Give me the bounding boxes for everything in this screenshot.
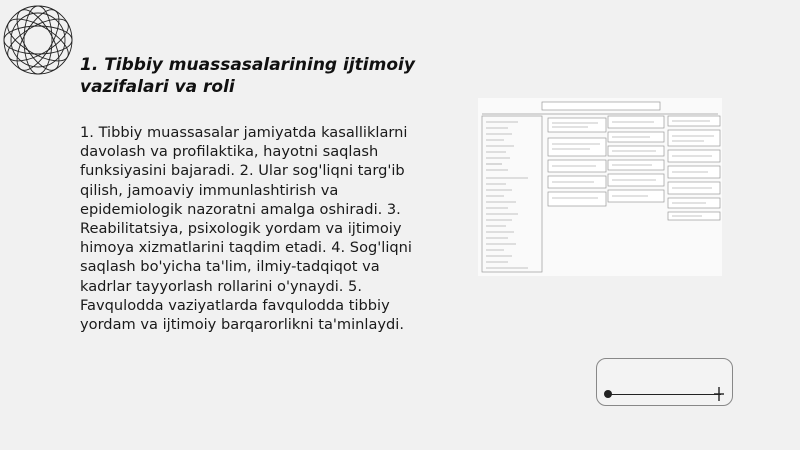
body-line: 1. Tibbiy muassasalar jamiyatda kasalliklarni	[80, 124, 408, 141]
body-line: saqlash bo'yicha ta'lim, ilmiy-tadqiqot va	[80, 258, 380, 276]
body-line: Reabilitatsiya, psixologik yordam va ijtimoiy	[80, 220, 402, 238]
body-line: yordam va ijtimoiy barqarorlikni ta'minlaydi.	[80, 316, 405, 334]
body-line: Favqulodda vaziyatlarda favqulodda tibbiy	[80, 296, 390, 314]
progress-track[interactable]	[609, 394, 721, 395]
body-line: himoya xizmatlarini taqdim etadi. 4. Sog'liqni	[80, 239, 412, 257]
org-chart-image	[478, 98, 722, 276]
slide-title	[80, 54, 440, 98]
body-line: funksiyasini bajaradi. 2. Ular sog'liqni targ'ib	[80, 162, 405, 180]
end-marker-icon[interactable]	[713, 387, 725, 401]
decorative-ring-logo-icon	[0, 0, 80, 84]
slide-title-line-2: vazifalari va roli	[80, 77, 235, 97]
body-line: epidemiologik nazoratni amalga oshiradi. 3.	[80, 200, 401, 218]
play-dot-icon[interactable]	[604, 390, 612, 398]
body-line: davolash va profilaktika, hayotni saqlash	[80, 143, 379, 161]
body-line: qilish, jamoaviy immunlashtirish va	[80, 181, 339, 199]
body-line: kadrlar tayyorlash rollarini o'ynaydi. 5.	[80, 277, 362, 295]
slide-body	[80, 123, 425, 334]
slide-title-line-1: 1. Tibbiy muassasalarining ijtimoiy	[80, 55, 415, 75]
media-player-control[interactable]	[596, 358, 733, 406]
